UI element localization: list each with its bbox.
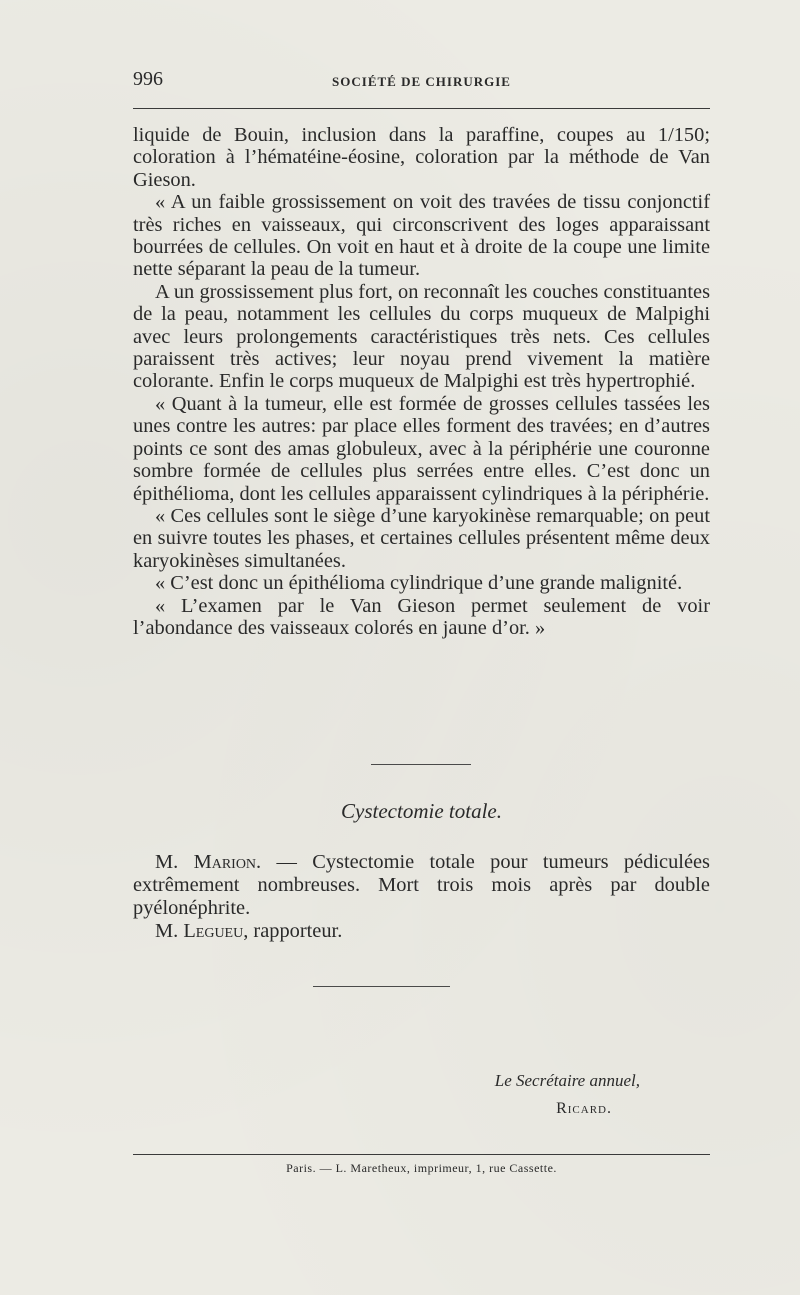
- reporter-name: M. Legueu,: [155, 920, 249, 942]
- page-header: [133, 68, 710, 98]
- signature-name: Ricard.: [556, 1100, 612, 1117]
- paragraph: « Quant à la tumeur, elle est formée de grosses cellules tassées les unes contre les autres: par place elles forment des travées; en d’autres points ce sont des amas globuleux, avec à la périphérie une couronne sombre formée de cellules plus serrées entre elles. C’est donc un épithélioma, dont les cellules apparaissent cylindriques à la périphérie.: [133, 392, 710, 505]
- paragraph: « L’examen par le Van Gieson permet seulement de voir l’abondance des vaisseaux colorés en jaune d’or. »: [133, 594, 710, 639]
- paragraph: A un grossissement plus fort, on reconnaît les couches constituantes de la peau, notamment les cellules du corps muqueux de Malpighi avec leurs prolongements caractéristiques très nets. Ces cellules paraissent très actives; leur noyau prend vivement la matière colorante. Enfin le corps muqueux de Malpighi est très hypertrophié.: [133, 280, 710, 393]
- signature-role: Le Secrétaire annuel,: [494, 1071, 640, 1090]
- author-text: — Cystectomie totale pour tumeurs pédiculées extrêmement nombreuses. Mort trois mois après par double pyélonéphrite.: [133, 851, 710, 919]
- section-text: [133, 851, 710, 943]
- running-head: SOCIÉTÉ DE CHIRURGIE: [332, 74, 511, 89]
- footer-rule: [133, 1154, 710, 1155]
- end-separator: [313, 986, 450, 987]
- body-text: [133, 124, 710, 639]
- section-title: Cystectomie totale.: [341, 799, 502, 823]
- imprint-line: Paris. — L. Maretheux, imprimeur, 1, rue Cassette.: [286, 1161, 557, 1175]
- reporter-line: [133, 920, 710, 943]
- reporter-text: rapporteur.: [248, 920, 343, 942]
- paragraph: « A un faible grossissement on voit des travées de tissu conjonctif très riches en vaisseaux, qui circonscrivent des loges apparaissant bourrées de cellules. On voit en haut et à droite de la coupe une limite nette séparant la peau de la tumeur.: [133, 191, 710, 281]
- section-separator: [371, 764, 471, 765]
- paragraph: « C’est donc un épithélioma cylindrique d’une grande malignité.: [155, 572, 683, 595]
- header-rule: [133, 108, 710, 109]
- paragraph: liquide de Bouin, inclusion dans la paraffine, coupes au 1/150; coloration à l’hématéine-éosine, coloration par la méthode de Van Gieson.: [133, 124, 710, 191]
- paragraph: « Ces cellules sont le siège d’une karyokinèse remarquable; on peut en suivre toutes les phases, et certaines cellules présentent même deux karyokinèses simultanées.: [133, 504, 710, 572]
- author-name: M. Marion.: [155, 851, 262, 873]
- page-number: 996: [133, 68, 163, 90]
- section-paragraph: [133, 851, 710, 920]
